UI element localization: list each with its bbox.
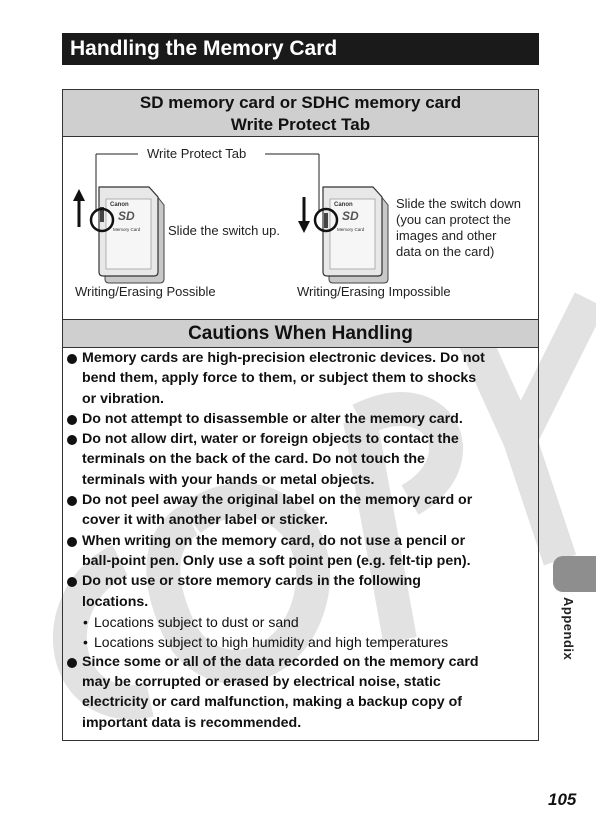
bullet-icon [67, 658, 77, 668]
right-caption-line: data on the card) [396, 244, 495, 259]
up-arrow-head [73, 189, 85, 201]
caution-subitem-text: Locations subject to dust or sand [94, 613, 299, 630]
page-number: 105 [548, 790, 577, 809]
write-protect-diagram [63, 137, 538, 319]
caution-line: cover it with another label or sticker. [82, 512, 328, 529]
bullet-icon [67, 537, 77, 547]
caution-line: important data is recommended. [82, 714, 302, 731]
caution-line: Do not attempt to disassemble or alter the memory card. [82, 410, 463, 427]
down-arrow-head [298, 221, 310, 233]
section-header-write-protect [63, 90, 538, 137]
sd-card-right-icon [315, 187, 388, 283]
caution-item [67, 571, 532, 612]
content-box [62, 89, 539, 741]
svg-text:Memory Card: Memory Card [113, 227, 141, 232]
sd-card-left-icon [91, 187, 164, 283]
caution-item [67, 531, 532, 572]
left-caption: Slide the switch up. [168, 223, 281, 238]
right-caption-line: Slide the switch down [396, 196, 522, 211]
svg-text:SD: SD [118, 209, 135, 223]
caution-line: may be corrupted or erased by electrical noise, static [82, 674, 441, 691]
right-caption-line: images and other [396, 228, 497, 243]
bullet-icon [67, 496, 77, 506]
caution-line: bend them, apply force to them, or subject them to shocks [82, 370, 477, 387]
caution-subitem-text: Locations subject to high humidity and high temperatures [94, 633, 449, 650]
right-state-label: Writing/Erasing Impossible [297, 284, 451, 299]
bullet-icon [67, 415, 77, 425]
svg-text:Canon: Canon [110, 202, 129, 208]
caution-subitem [67, 612, 532, 632]
sub-bullet-icon: • [83, 613, 88, 630]
caution-item [67, 409, 532, 429]
bullet-icon [67, 435, 77, 445]
caution-line: Do not allow dirt, water or foreign objects to contact the [82, 431, 459, 448]
caution-line: terminals with your hands or metal objects. [82, 471, 375, 488]
svg-text:SD: SD [342, 209, 359, 223]
svg-text:Memory Card: Memory Card [337, 227, 365, 232]
caution-line: ball-point pen. Only use a soft point pen (e.g. felt-tip pen). [82, 552, 471, 569]
caution-line: When writing on the memory card, do not use a pencil or [82, 532, 466, 549]
right-caption-line: (you can protect the [396, 212, 511, 227]
appendix-tab [553, 556, 596, 592]
left-state-label: Writing/Erasing Possible [75, 284, 216, 299]
caution-subitem [67, 632, 532, 652]
caution-line: or vibration. [82, 390, 164, 407]
page-title: Handling the Memory Card [62, 33, 539, 65]
cautions-list [63, 348, 538, 733]
appendix-label: Appendix [561, 597, 576, 661]
caution-item [67, 348, 532, 409]
right-caption [396, 196, 521, 260]
sub-bullet-icon: • [83, 633, 88, 650]
caution-line: Do not peel away the original label on the memory card or [82, 492, 473, 509]
section-header-line1: SD memory card or SDHC memory card [139, 93, 462, 112]
caution-item [67, 490, 532, 531]
caution-line: electricity or card malfunction, making a backup copy of [82, 694, 463, 711]
caution-line: Memory cards are high-precision electronic devices. Do not [82, 350, 485, 366]
svg-text:Canon: Canon [334, 202, 353, 208]
callout-label: Write Protect Tab [147, 146, 247, 161]
bullet-icon [67, 354, 77, 364]
caution-line: locations. [82, 593, 149, 610]
bullet-icon [67, 577, 77, 587]
section-header-cautions: Cautions When Handling [63, 319, 538, 348]
caution-item [67, 652, 532, 733]
caution-line: terminals on the back of the card. Do not touch the [82, 451, 425, 468]
caution-line: Do not use or store memory cards in the following [82, 573, 421, 590]
section-header-line2: Write Protect Tab [230, 115, 371, 134]
caution-line: Since some or all of the data recorded on the memory card [82, 653, 479, 670]
caution-item [67, 429, 532, 490]
